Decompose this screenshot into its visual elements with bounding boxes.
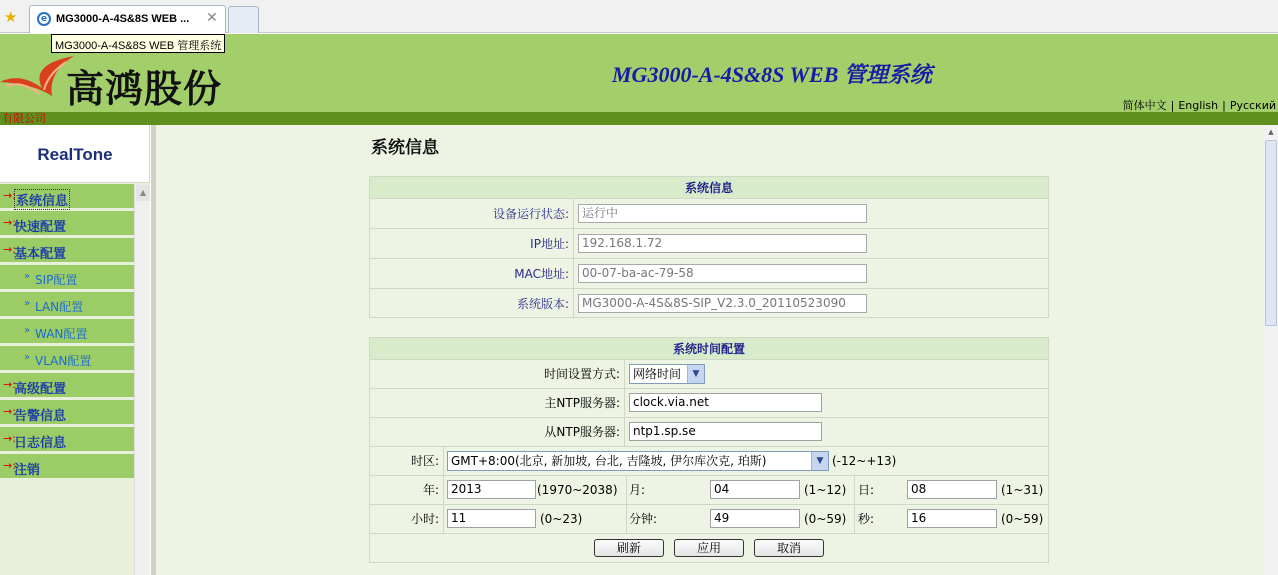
month-hint: (1~12) [804, 483, 847, 497]
scroll-up-icon[interactable]: ▲ [136, 185, 150, 201]
tab-tooltip: MG3000-A-4S&8S WEB 管理系统 [51, 34, 225, 53]
menu-arrow-icon: →: [3, 216, 16, 229]
timezone-select[interactable] [447, 451, 829, 471]
menu-item-label: SIP配置 [35, 273, 78, 287]
status-field: 运行中 [578, 204, 867, 223]
clock-row [370, 505, 1048, 534]
day-hint: (1~31) [1001, 483, 1044, 497]
timezone-value: GMT+8:00(北京, 新加坡, 台北, 吉隆坡, 伊尔库次克, 珀斯) [451, 454, 767, 468]
time-config-panel [369, 337, 1049, 563]
hour-hint: (0~23) [540, 512, 583, 526]
menu-item-label: 快速配置 [14, 220, 67, 235]
day-label: 日: [854, 476, 874, 505]
apply-button[interactable]: 应用 [674, 539, 744, 557]
ip-label: IP地址: [370, 229, 574, 259]
minute-input[interactable]: 49 [710, 509, 800, 528]
cancel-button[interactable]: 取消 [754, 539, 824, 557]
year-input[interactable]: 2013 [447, 480, 536, 499]
info-row-ip [370, 229, 1048, 259]
close-tab-icon[interactable]: ✕ [206, 10, 218, 26]
timezone-hint: (-12~+13) [832, 454, 897, 468]
month-input[interactable]: 04 [710, 480, 800, 499]
hour-label: 小时: [370, 505, 444, 534]
info-row-status [370, 199, 1048, 229]
menu-arrow-icon: →: [3, 378, 16, 391]
menu-item-label: 注销 [14, 463, 41, 478]
refresh-button[interactable]: 刷新 [594, 539, 664, 557]
ntp2-row [370, 418, 1048, 447]
ntp2-label: 从NTP服务器: [370, 418, 625, 447]
menu-item-label: 系统信息 [14, 189, 70, 210]
lang-en-link[interactable]: English [1178, 99, 1219, 112]
menu-arrow-icon: →: [3, 459, 16, 472]
time-mode-value: 网络时间 [633, 367, 682, 381]
header-stripe [0, 112, 1278, 125]
second-input[interactable]: 16 [907, 509, 997, 528]
status-label: 设备运行状态: [370, 199, 574, 229]
menu-item-lan-config[interactable] [0, 292, 134, 317]
scroll-up-icon[interactable]: ▲ [1268, 128, 1274, 136]
year-hint: (1970~2038) [537, 483, 618, 497]
second-label: 秒: [854, 505, 874, 534]
sidebar-scrollbar[interactable] [134, 185, 150, 575]
button-row [370, 534, 1048, 563]
chevron-down-icon[interactable]: ▼ [811, 452, 828, 470]
brand-label: RealTone [37, 145, 113, 164]
favorites-star-icon[interactable]: ★ [4, 8, 18, 26]
menu-item-label: VLAN配置 [35, 354, 92, 368]
lang-ru-link[interactable]: Русский [1229, 99, 1276, 112]
menu-item-system-info[interactable] [0, 184, 134, 209]
menu-item-alarm-info[interactable] [0, 400, 134, 425]
time-config-header: 系统时间配置 [370, 338, 1048, 360]
browser-tab[interactable] [29, 5, 226, 33]
page-title: 系统信息 [371, 138, 439, 158]
system-info-panel [369, 176, 1049, 318]
menu-arrow-icon: →: [3, 189, 16, 202]
sidebar [0, 125, 150, 575]
date-row [370, 476, 1048, 505]
ntp2-input[interactable]: ntp1.sp.se [629, 422, 822, 441]
ntp1-input[interactable]: clock.via.net [629, 393, 822, 412]
second-hint: (0~59) [1001, 512, 1044, 526]
menu-item-quick-config[interactable] [0, 211, 134, 236]
time-mode-label: 时间设置方式: [370, 360, 625, 389]
submenu-arrow-icon: » [24, 298, 31, 309]
timezone-row [370, 447, 1048, 476]
browser-tab-title: MG3000-A-4S&8S WEB ... [56, 13, 190, 25]
menu-item-label: 告警信息 [14, 409, 67, 424]
menu-arrow-icon: →: [3, 243, 16, 256]
ie-page-icon: e [37, 12, 51, 26]
menu-item-vlan-config[interactable] [0, 346, 134, 371]
submenu-arrow-icon: » [24, 325, 31, 336]
menu-item-label: WAN配置 [35, 327, 88, 341]
ip-field: 192.168.1.72 [578, 234, 867, 253]
menu-item-label: 基本配置 [14, 247, 67, 262]
ntp1-row [370, 389, 1048, 418]
menu-item-label: LAN配置 [35, 300, 84, 314]
page-scrollbar[interactable] [1264, 125, 1278, 575]
timezone-label: 时区: [370, 447, 444, 476]
sidebar-brand [0, 125, 150, 183]
scrollbar-thumb[interactable] [1265, 140, 1277, 326]
menu-item-label: 高级配置 [14, 382, 67, 397]
new-tab-button[interactable] [228, 6, 259, 33]
system-title: MG3000-A-4S&8S WEB 管理系统 [612, 62, 932, 87]
company-suffix: 有限公司 [2, 112, 46, 125]
menu-item-advanced-config[interactable] [0, 373, 134, 398]
mac-label: MAC地址: [370, 259, 574, 289]
lang-zh-link[interactable]: 简体中文 [1122, 99, 1167, 112]
info-row-version [370, 289, 1048, 319]
sidebar-menu [0, 184, 134, 481]
main-content [156, 125, 1264, 575]
menu-arrow-icon: →: [3, 405, 16, 418]
menu-item-basic-config[interactable] [0, 238, 134, 263]
info-row-mac [370, 259, 1048, 289]
time-mode-select[interactable] [629, 364, 705, 384]
language-switcher: 简体中文 | English | Русский [1122, 99, 1276, 112]
submenu-arrow-icon: » [24, 352, 31, 363]
mac-field: 00-07-ba-ac-79-58 [578, 264, 867, 283]
menu-item-label: 日志信息 [14, 436, 67, 451]
menu-item-wan-config[interactable] [0, 319, 134, 344]
day-input[interactable]: 08 [907, 480, 997, 499]
month-label: 月: [626, 476, 645, 505]
chevron-down-icon[interactable]: ▼ [687, 365, 704, 383]
browser-tab-bar [0, 0, 1278, 33]
time-mode-row [370, 360, 1048, 389]
menu-item-sip-config[interactable] [0, 265, 134, 290]
menu-item-log-info[interactable] [0, 427, 134, 452]
minute-label: 分钟: [626, 505, 657, 534]
version-label: 系统版本: [370, 289, 574, 319]
company-name: 高鸿股份 [66, 66, 223, 111]
hour-input[interactable]: 11 [447, 509, 536, 528]
menu-item-logout[interactable] [0, 454, 134, 479]
submenu-arrow-icon: » [24, 271, 31, 282]
year-label: 年: [370, 476, 444, 505]
system-info-header: 系统信息 [370, 177, 1048, 199]
minute-hint: (0~59) [804, 512, 847, 526]
ntp1-label: 主NTP服务器: [370, 389, 625, 418]
version-field: MG3000-A-4S&8S-SIP_V2.3.0_20110523090 [578, 294, 867, 313]
menu-arrow-icon: →: [3, 432, 16, 445]
